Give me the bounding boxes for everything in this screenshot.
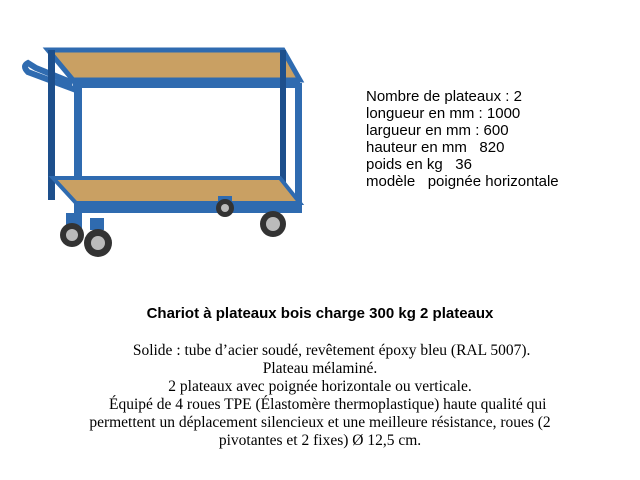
description-line: Solide : tube d’acier soudé, revêtement époxy bleu (RAL 5007). <box>109 342 531 359</box>
description-line: Plateau mélaminé. <box>262 360 378 377</box>
product-description <box>10 342 630 450</box>
description-line: pivotantes et 2 fixes) Ø 12,5 cm. <box>218 432 422 449</box>
spec-row: longueur en mm : 1000 <box>366 105 521 122</box>
spec-row: poids en kg 36 <box>366 156 472 173</box>
product-title: Chariot à plateaux bois charge 300 kg 2 plateaux <box>146 305 494 322</box>
spec-row: Nombre de plateaux : 2 <box>366 88 522 105</box>
description-line: Équipé de 4 roues TPE (Élastomère thermoplastique) haute qualité qui <box>93 396 547 413</box>
spec-row: hauteur en mm 820 <box>366 139 505 156</box>
description-line: 2 plateaux avec poignée horizontale ou verticale. <box>168 378 472 395</box>
product-image <box>18 28 318 273</box>
spec-row: modèle poignée horizontale <box>366 173 559 190</box>
specs-list <box>366 88 559 190</box>
spec-row: largueur en mm : 600 <box>366 122 509 139</box>
description-line: permettent un déplacement silencieux et une meilleure résistance, roues (2 <box>89 414 551 431</box>
